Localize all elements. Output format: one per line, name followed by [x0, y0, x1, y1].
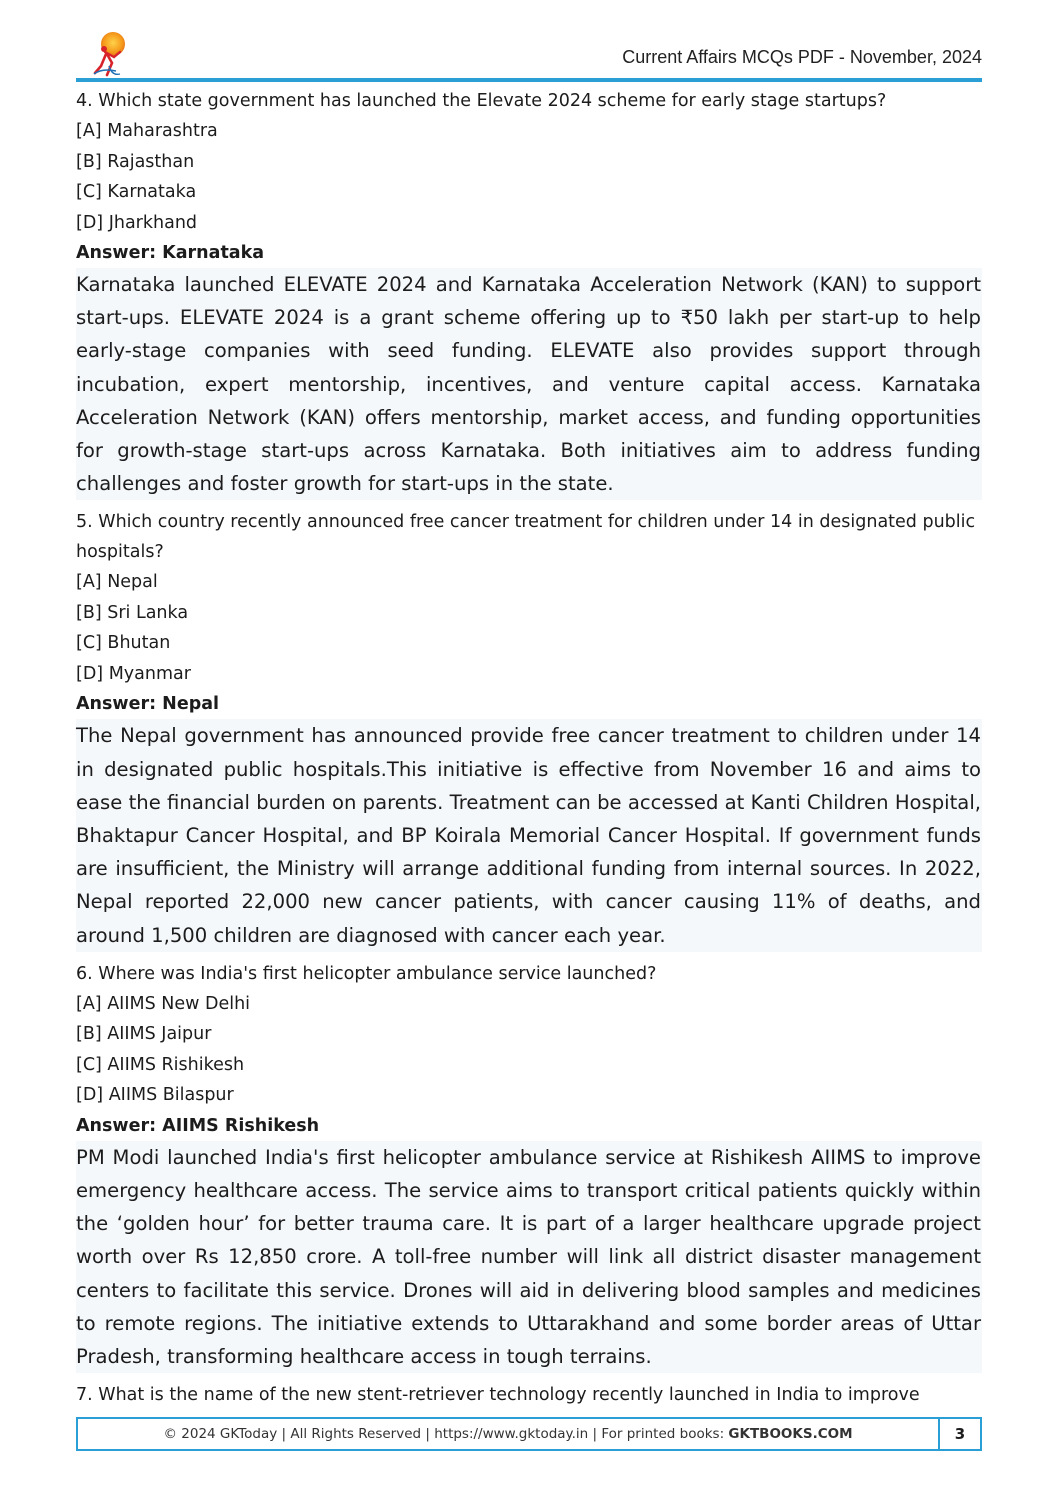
document-title: Current Affairs MCQs PDF - November, 2024: [622, 47, 982, 67]
question-block: [76, 86, 982, 500]
explanation-text: Karnataka launched ELEVATE 2024 and Karnataka Acceleration Network (KAN) to support start-ups. ELEVATE 2024 is a grant scheme offering up to ₹50 lakh per start-up to help early-stage companies with seed funding. ELEVATE also provides support through incubation, expert mentorship, incentives, and venture capital access. Karnataka Acceleration Network (KAN) offers mentorship, market access, and funding opportunities for growth-stage start-ups across Karnataka. Both initiatives aim to address funding challenges and foster growth for start-ups in the state.: [76, 268, 982, 500]
question-block: [76, 507, 982, 951]
page-header: [76, 30, 982, 82]
option-b: [B] Rajasthan: [76, 151, 195, 172]
question-text: 6. Where was India's first helicopter ambulance service launched?: [76, 963, 657, 984]
option-d: [D] Myanmar: [76, 663, 191, 684]
option-d: [D] AIIMS Bilaspur: [76, 1085, 234, 1106]
explanation-text: The Nepal government has announced provide free cancer treatment to children under 14 in designated public hospitals.This initiative is effective from November 16 and aims to ease the financial burden on parents. Treatment can be accessed at Kanti Children Hospital, Bhaktapur Cancer Hospital, and BP Koirala Memorial Cancer Hospital. If government funds are insufficient, the Ministry will arrange additional funding from internal sources. In 2022, Nepal reported 22,000 new cancer patients, with cancer causing 11% of deaths, and around 1,500 children are diagnosed with cancer each year.: [76, 719, 982, 951]
page-content: [76, 86, 982, 1410]
answer-label: Answer: Nepal: [76, 694, 220, 715]
footer-copyright: [78, 1419, 938, 1449]
question-text: 4. Which state government has launched the Elevate 2024 scheme for early stage startups?: [76, 91, 887, 111]
gktoday-runner-logo: [90, 30, 130, 78]
answer-label: Answer: AIIMS Rishikesh: [76, 1115, 320, 1136]
explanation-text: PM Modi launched India's first helicopter ambulance service at Rishikesh AIIMS to improve emergency healthcare access. The service aims to transport critical patients quickly within the ‘golden hour’ for better trauma care. It is part of a larger healthcare upgrade project worth over Rs 12,850 crore. A toll-free number will link all district disaster management centers to facilitate this service. Drones will aid in delivering blood samples and medicines to remote regions. The initiative extends to Uttarakhand and some border areas of Uttar Pradesh, transforming healthcare access in tough terrains.: [76, 1141, 982, 1373]
header-divider: [76, 78, 982, 82]
option-a: [A] AIIMS New Delhi: [76, 993, 251, 1014]
option-b: [B] Sri Lanka: [76, 602, 189, 623]
question-block: [76, 959, 982, 1373]
option-c: [C] Karnataka: [76, 182, 197, 202]
page-number: 3: [954, 1425, 966, 1443]
option-c: [C] AIIMS Rishikesh: [76, 1054, 245, 1075]
answer-label: Answer: Karnataka: [76, 243, 265, 263]
option-b: [B] AIIMS Jaipur: [76, 1024, 212, 1045]
page-footer: [76, 1417, 982, 1451]
option-a: [A] Nepal: [76, 572, 158, 593]
footer-brand-link[interactable]: GKTBOOKS.COM: [728, 1426, 853, 1442]
next-question-text: 7. What is the name of the new stent-retriever technology recently launched in India to improve: [76, 1385, 920, 1406]
option-c: [C] Bhutan: [76, 633, 171, 654]
option-a: [A] Maharashtra: [76, 121, 218, 141]
option-d: [D] Jharkhand: [76, 212, 198, 233]
question-text: 5. Which country recently announced free cancer treatment for children under 14 in designated public hospitals?: [76, 512, 976, 563]
footer-text: © 2024 GKToday | All Rights Reserved | https://www.gktoday.in | For printed books:: [163, 1426, 729, 1442]
